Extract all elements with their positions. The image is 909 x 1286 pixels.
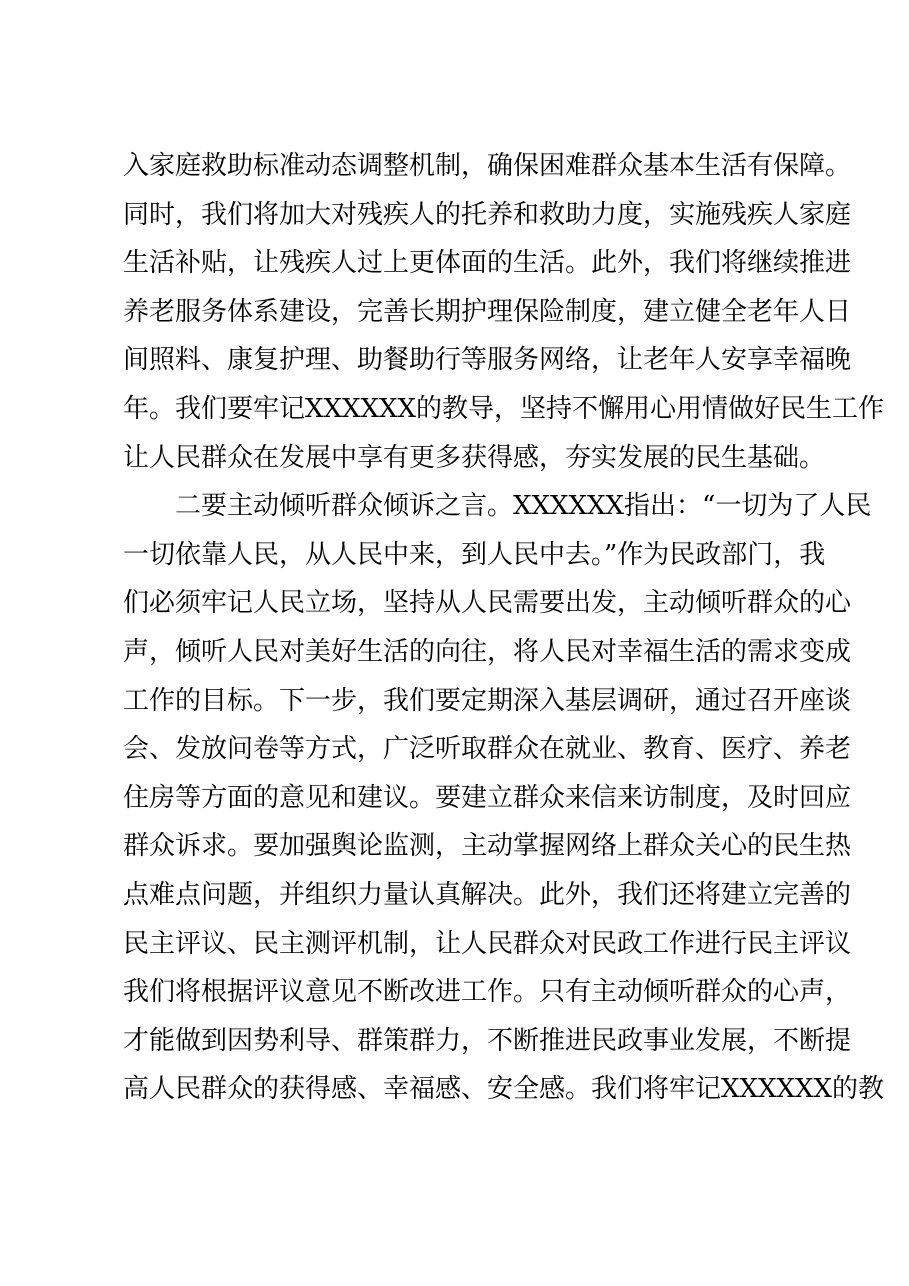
text-line-7: 让人民群众在发展中享有更多获得感，夯实发展的民生基础。 — [123, 442, 826, 473]
text-line-1: 入家庭救助标准动态调整机制，确保困难群众基本生活有保障。 — [123, 151, 852, 181]
text-line-12: 工作的目标。下一步，我们要定期深入基层调研，通过召开座谈 — [123, 685, 852, 716]
text-line-14: 住房等方面的意见和建议。要建立群众来信来访制度，及时回应 — [123, 782, 852, 813]
text-line-17: 民主评议、民主测评机制，让人民群众对民政工作进行民主评议 — [123, 928, 852, 959]
text-line-20: 高人民群众的获得感、幸福感、安全感。我们将牢记XXXXXX的教 — [123, 1074, 885, 1105]
text-line-9: 一切依靠人民，从人民中来，到人民中去。”作为民政部门，我 — [123, 539, 826, 570]
body-text — [123, 142, 885, 1114]
text-line-15: 群众诉求。要加强舆论监测，主动掌握网络上群众关心的民生热 — [123, 831, 852, 862]
text-line-2: 同时，我们将加大对残疾人的托养和救助力度，实施残疾人家庭 — [123, 199, 852, 230]
text-line-4: 养老服务体系建设，完善长期护理保险制度，建立健全老年人日 — [123, 296, 852, 327]
text-line-10: 们必须牢记人民立场，坚持从人民需要出发，主动倾听群众的心 — [123, 588, 852, 619]
text-line-8: 二要主动倾听群众倾诉之言。XXXXXX指出：“一切为了人民 — [175, 491, 872, 522]
text-line-16: 点难点问题，并组织力量认真解决。此外，我们还将建立完善的 — [123, 879, 852, 910]
text-line-5: 间照料、康复护理、助餐助行等服务网络，让老年人安享幸福晚 — [123, 345, 852, 376]
text-line-11: 声，倾听人民对美好生活的向往，将人民对幸福生活的需求变成 — [123, 636, 852, 667]
text-line-19: 才能做到因势利导、群策群力，不断推进民政事业发展，不断提 — [123, 1025, 852, 1056]
text-line-18: 我们将根据评议意见不断改进工作。只有主动倾听群众的心声， — [123, 977, 852, 1008]
text-line-6: 年。我们要牢记XXXXXX的教导，坚持不懈用心用情做好民生工作 — [123, 393, 885, 424]
text-line-13: 会、发放问卷等方式，广泛听取群众在就业、教育、医疗、养老 — [123, 734, 852, 765]
text-line-3: 生活补贴，让残疾人过上更体面的生活。此外，我们将继续推进 — [123, 248, 852, 279]
